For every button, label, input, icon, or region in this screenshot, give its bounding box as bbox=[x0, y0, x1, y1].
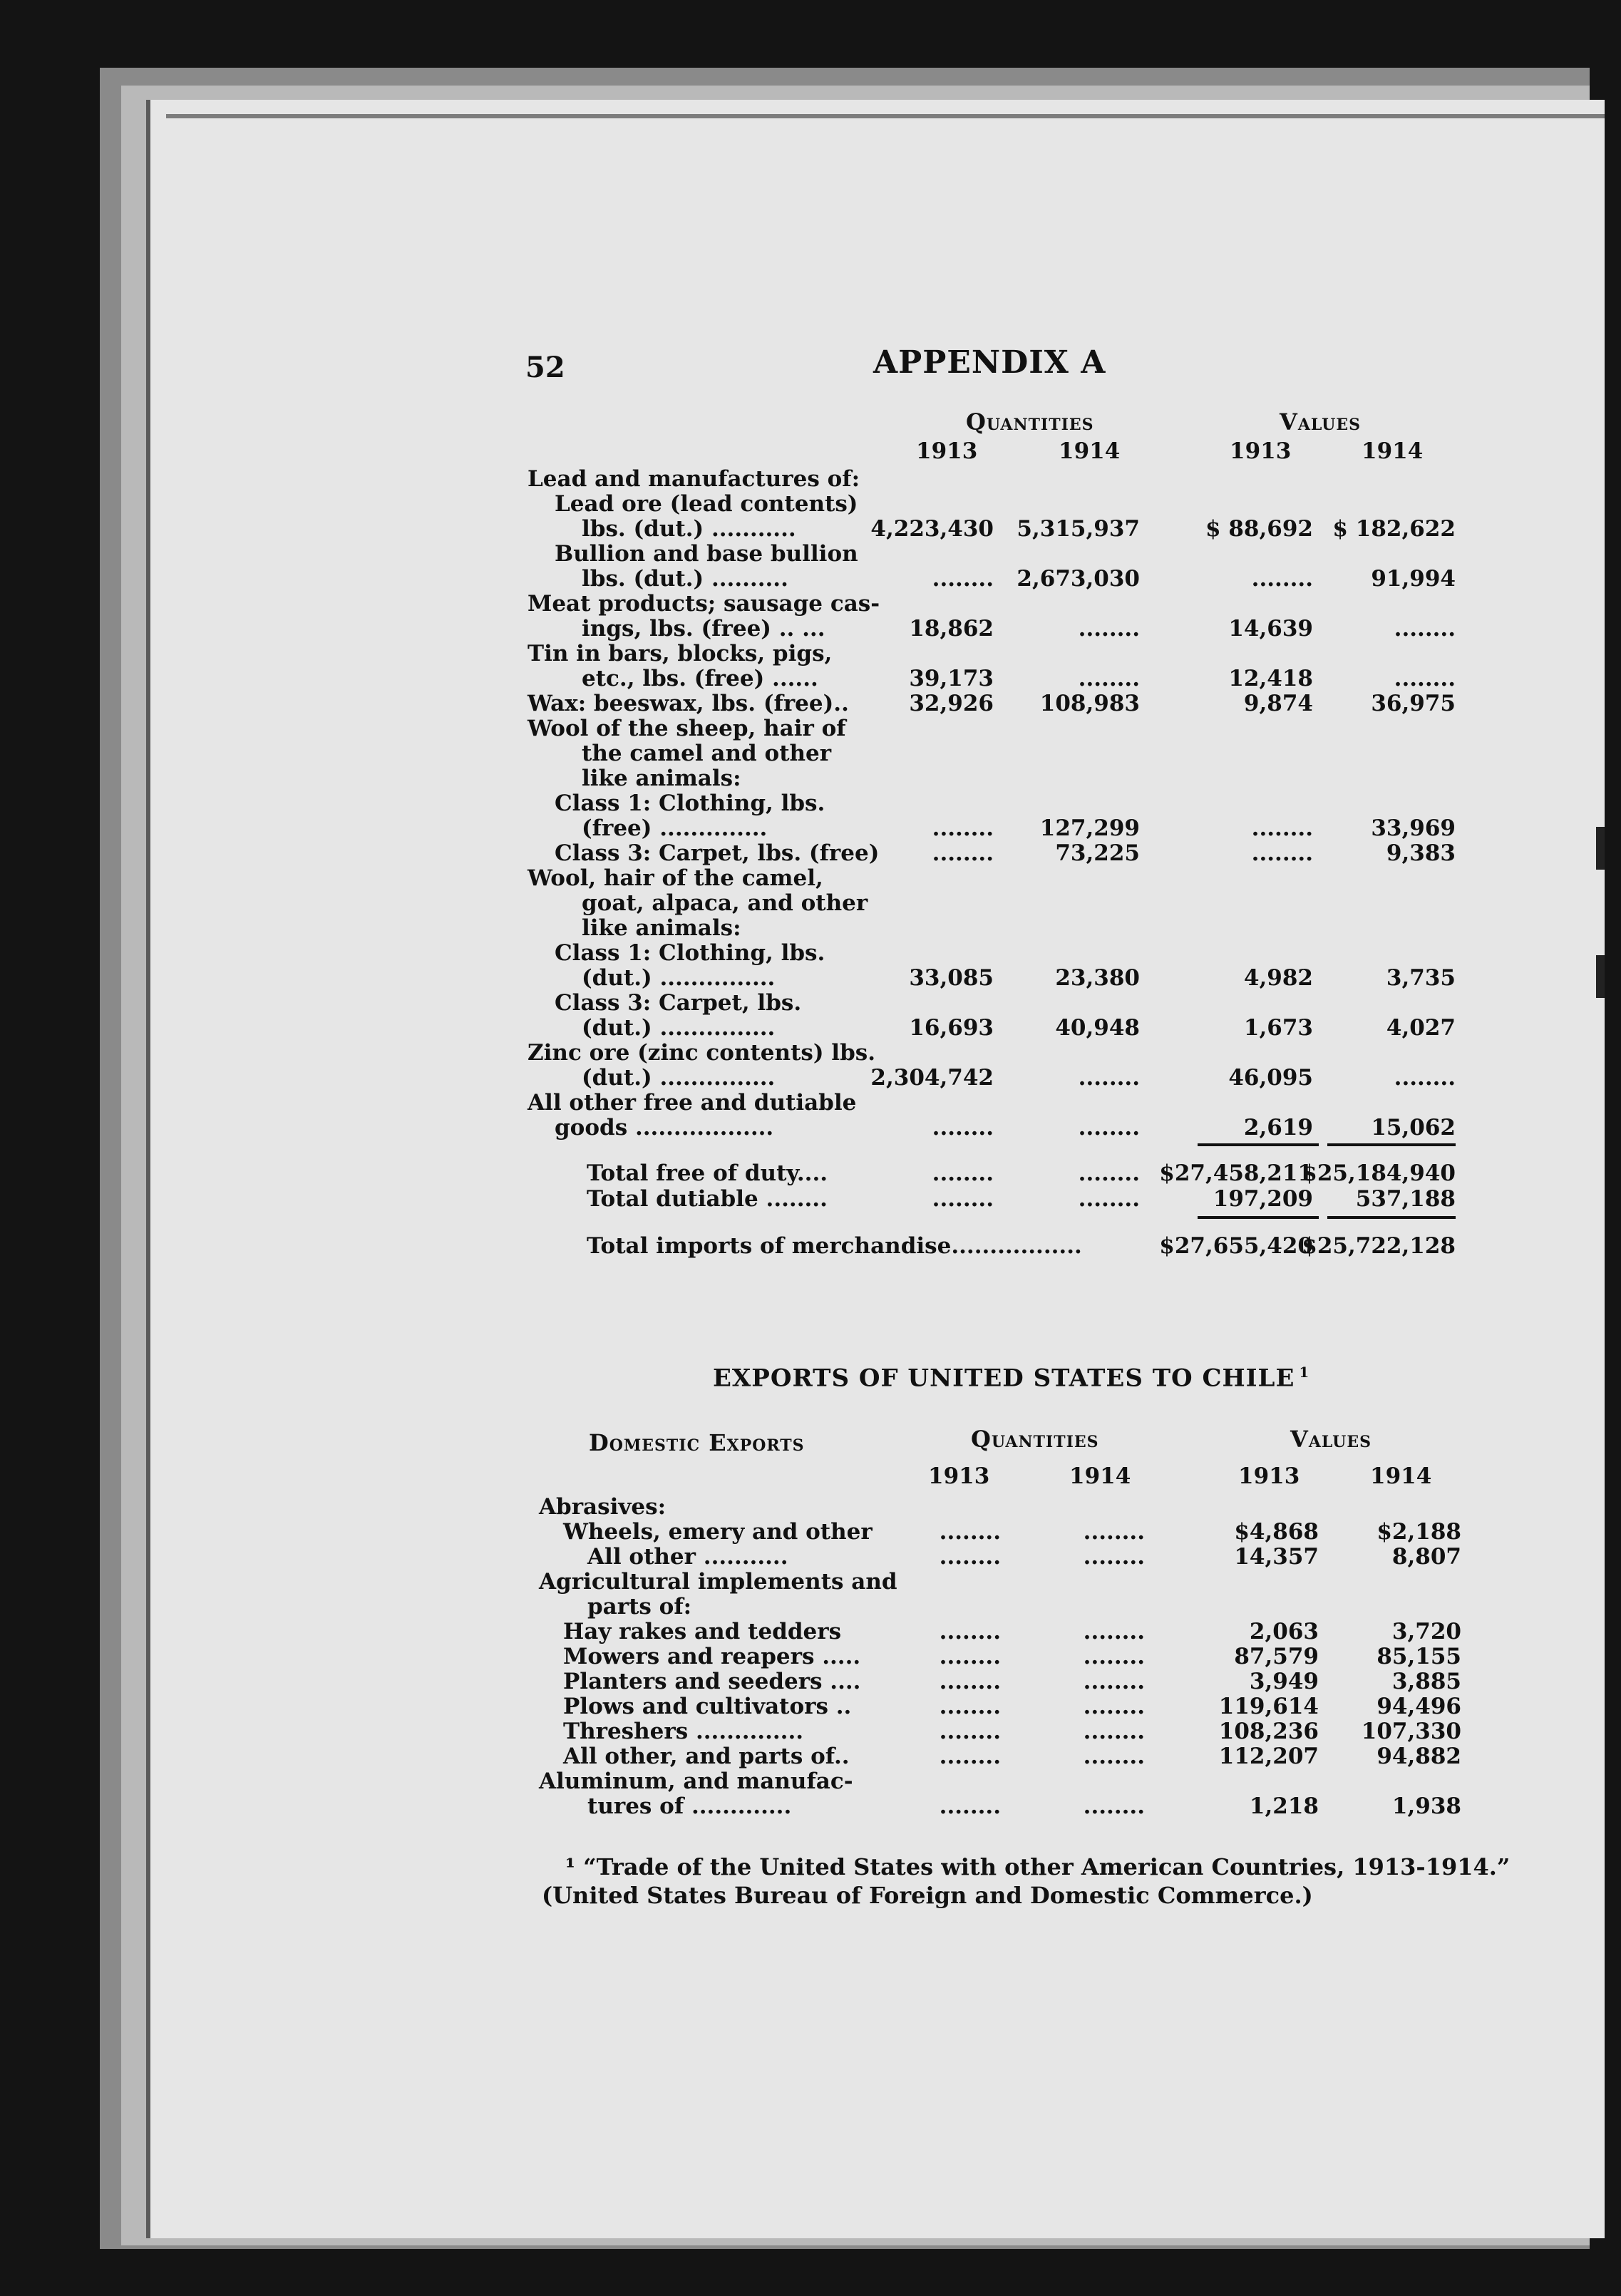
footnote-line: ¹ “Trade of the United States with other American Countries, 1913-1914.” bbox=[565, 1853, 1511, 1880]
page-title: APPENDIX A bbox=[873, 344, 1106, 381]
value-1914: 3,735 bbox=[1386, 965, 1456, 991]
value-1914: $25,184,940 bbox=[1302, 1160, 1456, 1186]
row-label: ings, lbs. (free) .. ... bbox=[582, 616, 825, 642]
value-1914: 4,027 bbox=[1386, 1015, 1456, 1041]
qty-1914: 127,299 bbox=[1039, 815, 1140, 841]
row-label: All other, and parts of.. bbox=[563, 1744, 850, 1769]
value-1913: ........ bbox=[1251, 815, 1313, 841]
year-heading: 1914 bbox=[1362, 438, 1424, 464]
qty-1914: ........ bbox=[1078, 616, 1140, 642]
table-row bbox=[0, 1669, 1621, 1694]
qty-1914: ........ bbox=[1083, 1519, 1145, 1545]
row-label: All other free and dutiable bbox=[528, 1090, 857, 1116]
row-label: Class 3: Carpet, lbs. (free) bbox=[555, 840, 880, 866]
table-row bbox=[0, 491, 1621, 516]
row-label: the camel and other bbox=[582, 741, 832, 766]
row-label: Wool, hair of the camel, bbox=[528, 865, 823, 891]
qty-1913: ........ bbox=[932, 1160, 994, 1186]
qty-1914: ........ bbox=[1083, 1744, 1145, 1769]
value-1913: 9,874 bbox=[1243, 691, 1313, 716]
value-1913: 119,614 bbox=[1218, 1694, 1319, 1719]
value-1914: 9,383 bbox=[1386, 840, 1456, 866]
qty-1913: 33,085 bbox=[909, 965, 994, 991]
total-rule bbox=[1198, 1143, 1319, 1146]
table-row bbox=[0, 940, 1621, 965]
row-label: Total free of duty.... bbox=[587, 1160, 828, 1186]
value-1914: $ 182,622 bbox=[1332, 516, 1456, 542]
row-label: Class 1: Clothing, lbs. bbox=[555, 940, 825, 966]
table-row bbox=[0, 1694, 1621, 1719]
qty-1913: ........ bbox=[932, 566, 994, 592]
qty-1914: ........ bbox=[1078, 1115, 1140, 1141]
row-label: lbs. (dut.) .......... bbox=[582, 566, 788, 592]
table-row bbox=[0, 1793, 1621, 1818]
total-rule bbox=[1327, 1143, 1456, 1146]
table-row bbox=[0, 1744, 1621, 1769]
qty-1913: ........ bbox=[939, 1744, 1001, 1769]
value-1914: $2,188 bbox=[1376, 1519, 1461, 1545]
value-1914: ........ bbox=[1394, 666, 1456, 691]
row-label: (dut.) ............... bbox=[582, 1065, 776, 1091]
qty-1914: 108,983 bbox=[1039, 691, 1140, 716]
grand-total-row bbox=[0, 1233, 1621, 1262]
table-row bbox=[0, 691, 1621, 716]
value-1913: 3,949 bbox=[1249, 1669, 1319, 1694]
qty-1913: ........ bbox=[939, 1694, 1001, 1719]
value-1913: $4,868 bbox=[1234, 1519, 1319, 1545]
row-label: Hay rakes and tedders bbox=[563, 1619, 842, 1644]
value-1913: 1,673 bbox=[1243, 1015, 1313, 1041]
table-row bbox=[0, 1115, 1621, 1140]
table-row bbox=[0, 1160, 1621, 1186]
row-label: All other ........... bbox=[587, 1544, 788, 1570]
year-heading: 1914 bbox=[1370, 1463, 1432, 1489]
row-label: Plows and cultivators .. bbox=[563, 1694, 852, 1719]
table-row bbox=[0, 1619, 1621, 1644]
year-heading: 1913 bbox=[928, 1463, 990, 1489]
qty-1914: 73,225 bbox=[1055, 840, 1140, 866]
table-row bbox=[0, 466, 1621, 491]
year-heading: 1913 bbox=[916, 438, 978, 464]
table-row bbox=[0, 1186, 1621, 1212]
value-1914: 94,496 bbox=[1376, 1694, 1461, 1719]
exports-title-text: EXPORTS OF UNITED STATES TO CHILE bbox=[713, 1364, 1295, 1393]
row-label: Aluminum, and manufac- bbox=[539, 1769, 853, 1794]
table-row bbox=[0, 791, 1621, 815]
quantities-heading: Quantities bbox=[966, 408, 1094, 436]
table-row bbox=[0, 1090, 1621, 1115]
table-row bbox=[0, 591, 1621, 616]
value-1913: ........ bbox=[1251, 840, 1313, 866]
table-row bbox=[0, 890, 1621, 915]
table-row bbox=[0, 840, 1621, 865]
qty-1913: 18,862 bbox=[909, 616, 994, 642]
qty-1914: ........ bbox=[1078, 1065, 1140, 1091]
table-row bbox=[0, 1040, 1621, 1065]
qty-1913: ........ bbox=[939, 1519, 1001, 1545]
row-label: Lead ore (lead contents) bbox=[555, 491, 858, 517]
table-row bbox=[0, 1065, 1621, 1090]
table-row bbox=[0, 1719, 1621, 1744]
qty-1913: ........ bbox=[939, 1619, 1001, 1644]
table-row bbox=[0, 666, 1621, 691]
row-label: Wax: beeswax, lbs. (free).. bbox=[528, 691, 849, 716]
value-1913: 1,218 bbox=[1249, 1793, 1319, 1819]
year-heading: 1914 bbox=[1069, 1463, 1131, 1489]
row-label: goods .................. bbox=[555, 1115, 774, 1141]
table-row bbox=[0, 1519, 1621, 1544]
table-row bbox=[0, 965, 1621, 990]
row-label: Meat products; sausage cas- bbox=[528, 591, 880, 617]
table-row bbox=[0, 865, 1621, 890]
quantities-heading: Quantities bbox=[971, 1426, 1099, 1453]
row-label: Lead and manufactures of: bbox=[528, 466, 860, 492]
qty-1913: 2,304,742 bbox=[870, 1065, 994, 1091]
row-label: Class 3: Carpet, lbs. bbox=[555, 990, 802, 1016]
value-1913: 14,357 bbox=[1234, 1544, 1319, 1570]
year-heading: 1914 bbox=[1059, 438, 1121, 464]
exports-title bbox=[713, 1364, 1309, 1392]
value-1913: 4,982 bbox=[1243, 965, 1313, 991]
row-label: parts of: bbox=[587, 1594, 692, 1620]
row-label: (free) .............. bbox=[582, 815, 768, 841]
table-row bbox=[0, 641, 1621, 666]
qty-1913: ........ bbox=[932, 815, 994, 841]
value-1914: 85,155 bbox=[1376, 1644, 1461, 1669]
row-label: (dut.) ............... bbox=[582, 965, 776, 991]
qty-1914: 5,315,937 bbox=[1017, 516, 1140, 542]
table-row bbox=[0, 516, 1621, 541]
value-1914: 8,807 bbox=[1391, 1544, 1461, 1570]
row-label: tures of ............. bbox=[587, 1793, 792, 1819]
table-row bbox=[0, 541, 1621, 566]
row-label: Total dutiable ........ bbox=[587, 1186, 828, 1212]
values-heading: Values bbox=[1280, 408, 1362, 436]
qty-1913: ........ bbox=[939, 1669, 1001, 1694]
value-1914: 33,969 bbox=[1371, 815, 1456, 841]
qty-1913: ........ bbox=[932, 840, 994, 866]
row-label: Planters and seeders .... bbox=[563, 1669, 861, 1694]
table-row bbox=[0, 566, 1621, 591]
value-1913: $27,458,211 bbox=[1159, 1160, 1313, 1186]
qty-1913: ........ bbox=[932, 1115, 994, 1141]
row-label: Agricultural implements and bbox=[539, 1569, 897, 1595]
qty-1913: 32,926 bbox=[909, 691, 994, 716]
qty-1914: ........ bbox=[1078, 666, 1140, 691]
value-1914: 36,975 bbox=[1371, 691, 1456, 716]
row-label: etc., lbs. (free) ...... bbox=[582, 666, 818, 691]
qty-1913: ........ bbox=[939, 1793, 1001, 1819]
qty-1913: 16,693 bbox=[909, 1015, 994, 1041]
value-1914: 15,062 bbox=[1371, 1115, 1456, 1141]
table-row bbox=[0, 1769, 1621, 1793]
table-row bbox=[0, 616, 1621, 641]
year-heading: 1913 bbox=[1238, 1463, 1300, 1489]
table-row bbox=[0, 741, 1621, 766]
qty-1913: 4,223,430 bbox=[870, 516, 994, 542]
qty-1914: ........ bbox=[1083, 1669, 1145, 1694]
total-rule bbox=[1198, 1216, 1319, 1219]
row-label: Tin in bars, blocks, pigs, bbox=[528, 641, 833, 666]
table-row bbox=[0, 716, 1621, 741]
row-label: goat, alpaca, and other bbox=[582, 890, 868, 916]
row-label: Threshers .............. bbox=[563, 1719, 804, 1744]
row-label: Class 1: Clothing, lbs. bbox=[555, 791, 825, 816]
qty-1914: 23,380 bbox=[1055, 965, 1140, 991]
value-1914: 3,885 bbox=[1391, 1669, 1461, 1694]
row-label: like animals: bbox=[582, 766, 741, 791]
table-row bbox=[0, 915, 1621, 940]
value-1913: 197,209 bbox=[1213, 1186, 1313, 1212]
qty-1914: ........ bbox=[1083, 1694, 1145, 1719]
value-1913: ........ bbox=[1251, 566, 1313, 592]
value-1914: 3,720 bbox=[1391, 1619, 1461, 1644]
value-1914: 537,188 bbox=[1355, 1186, 1456, 1212]
footnote-line: (United States Bureau of Foreign and Domestic Commerce.) bbox=[542, 1882, 1313, 1909]
table-row bbox=[0, 766, 1621, 791]
grand-total-label: Total imports of merchandise................. bbox=[587, 1233, 1082, 1259]
footnote-marker: 1 bbox=[1299, 1364, 1310, 1381]
table-row bbox=[0, 1569, 1621, 1594]
table-row bbox=[0, 1494, 1621, 1519]
qty-1914: ........ bbox=[1083, 1644, 1145, 1669]
value-1913: 46,095 bbox=[1228, 1065, 1313, 1091]
qty-1913: ........ bbox=[939, 1644, 1001, 1669]
values-heading: Values bbox=[1290, 1426, 1372, 1453]
row-label: Bullion and base bullion bbox=[555, 541, 858, 567]
row-label: (dut.) ............... bbox=[582, 1015, 776, 1041]
value-1914: 107,330 bbox=[1361, 1719, 1461, 1744]
row-label: lbs. (dut.) ........... bbox=[582, 516, 796, 542]
table-row bbox=[0, 990, 1621, 1015]
table-row bbox=[0, 1015, 1621, 1040]
value-1913: 12,418 bbox=[1228, 666, 1313, 691]
row-label: Wool of the sheep, hair of bbox=[528, 716, 846, 741]
table-row bbox=[0, 815, 1621, 840]
value-1913: $27,655,420 bbox=[1159, 1233, 1313, 1259]
row-label: Wheels, emery and other bbox=[563, 1519, 873, 1545]
qty-1913: ........ bbox=[932, 1186, 994, 1212]
qty-1913: 39,173 bbox=[909, 666, 994, 691]
value-1914: 91,994 bbox=[1371, 566, 1456, 592]
qty-1913: ........ bbox=[939, 1544, 1001, 1570]
value-1914: 1,938 bbox=[1391, 1793, 1461, 1819]
qty-1914: 40,948 bbox=[1055, 1015, 1140, 1041]
value-1913: 14,639 bbox=[1228, 616, 1313, 642]
qty-1914: ........ bbox=[1083, 1719, 1145, 1744]
row-label: Mowers and reapers ..... bbox=[563, 1644, 861, 1669]
table-row bbox=[0, 1594, 1621, 1619]
qty-1913: ........ bbox=[939, 1719, 1001, 1744]
row-label: Abrasives: bbox=[539, 1494, 667, 1520]
value-1913: 108,236 bbox=[1218, 1719, 1319, 1744]
table-row bbox=[0, 1644, 1621, 1669]
page-number: 52 bbox=[525, 351, 565, 384]
row-label: like animals: bbox=[582, 915, 741, 941]
value-1914: ........ bbox=[1394, 616, 1456, 642]
value-1913: 112,207 bbox=[1218, 1744, 1319, 1769]
total-rule bbox=[1327, 1216, 1456, 1219]
qty-1914: ........ bbox=[1083, 1544, 1145, 1570]
value-1913: 87,579 bbox=[1234, 1644, 1319, 1669]
domestic-exports-heading: Domestic Exports bbox=[589, 1429, 805, 1456]
qty-1914: ........ bbox=[1078, 1160, 1140, 1186]
table-row bbox=[0, 1544, 1621, 1569]
value-1913: $ 88,692 bbox=[1205, 516, 1313, 542]
year-heading: 1913 bbox=[1230, 438, 1292, 464]
row-label: Zinc ore (zinc contents) lbs. bbox=[528, 1040, 875, 1066]
qty-1914: 2,673,030 bbox=[1017, 566, 1140, 592]
qty-1914: ........ bbox=[1083, 1619, 1145, 1644]
value-1914: ........ bbox=[1394, 1065, 1456, 1091]
value-1913: 2,063 bbox=[1249, 1619, 1319, 1644]
value-1913: 2,619 bbox=[1243, 1115, 1313, 1141]
qty-1914: ........ bbox=[1083, 1793, 1145, 1819]
value-1914: $25,722,128 bbox=[1302, 1233, 1456, 1259]
value-1914: 94,882 bbox=[1376, 1744, 1461, 1769]
qty-1914: ........ bbox=[1078, 1186, 1140, 1212]
